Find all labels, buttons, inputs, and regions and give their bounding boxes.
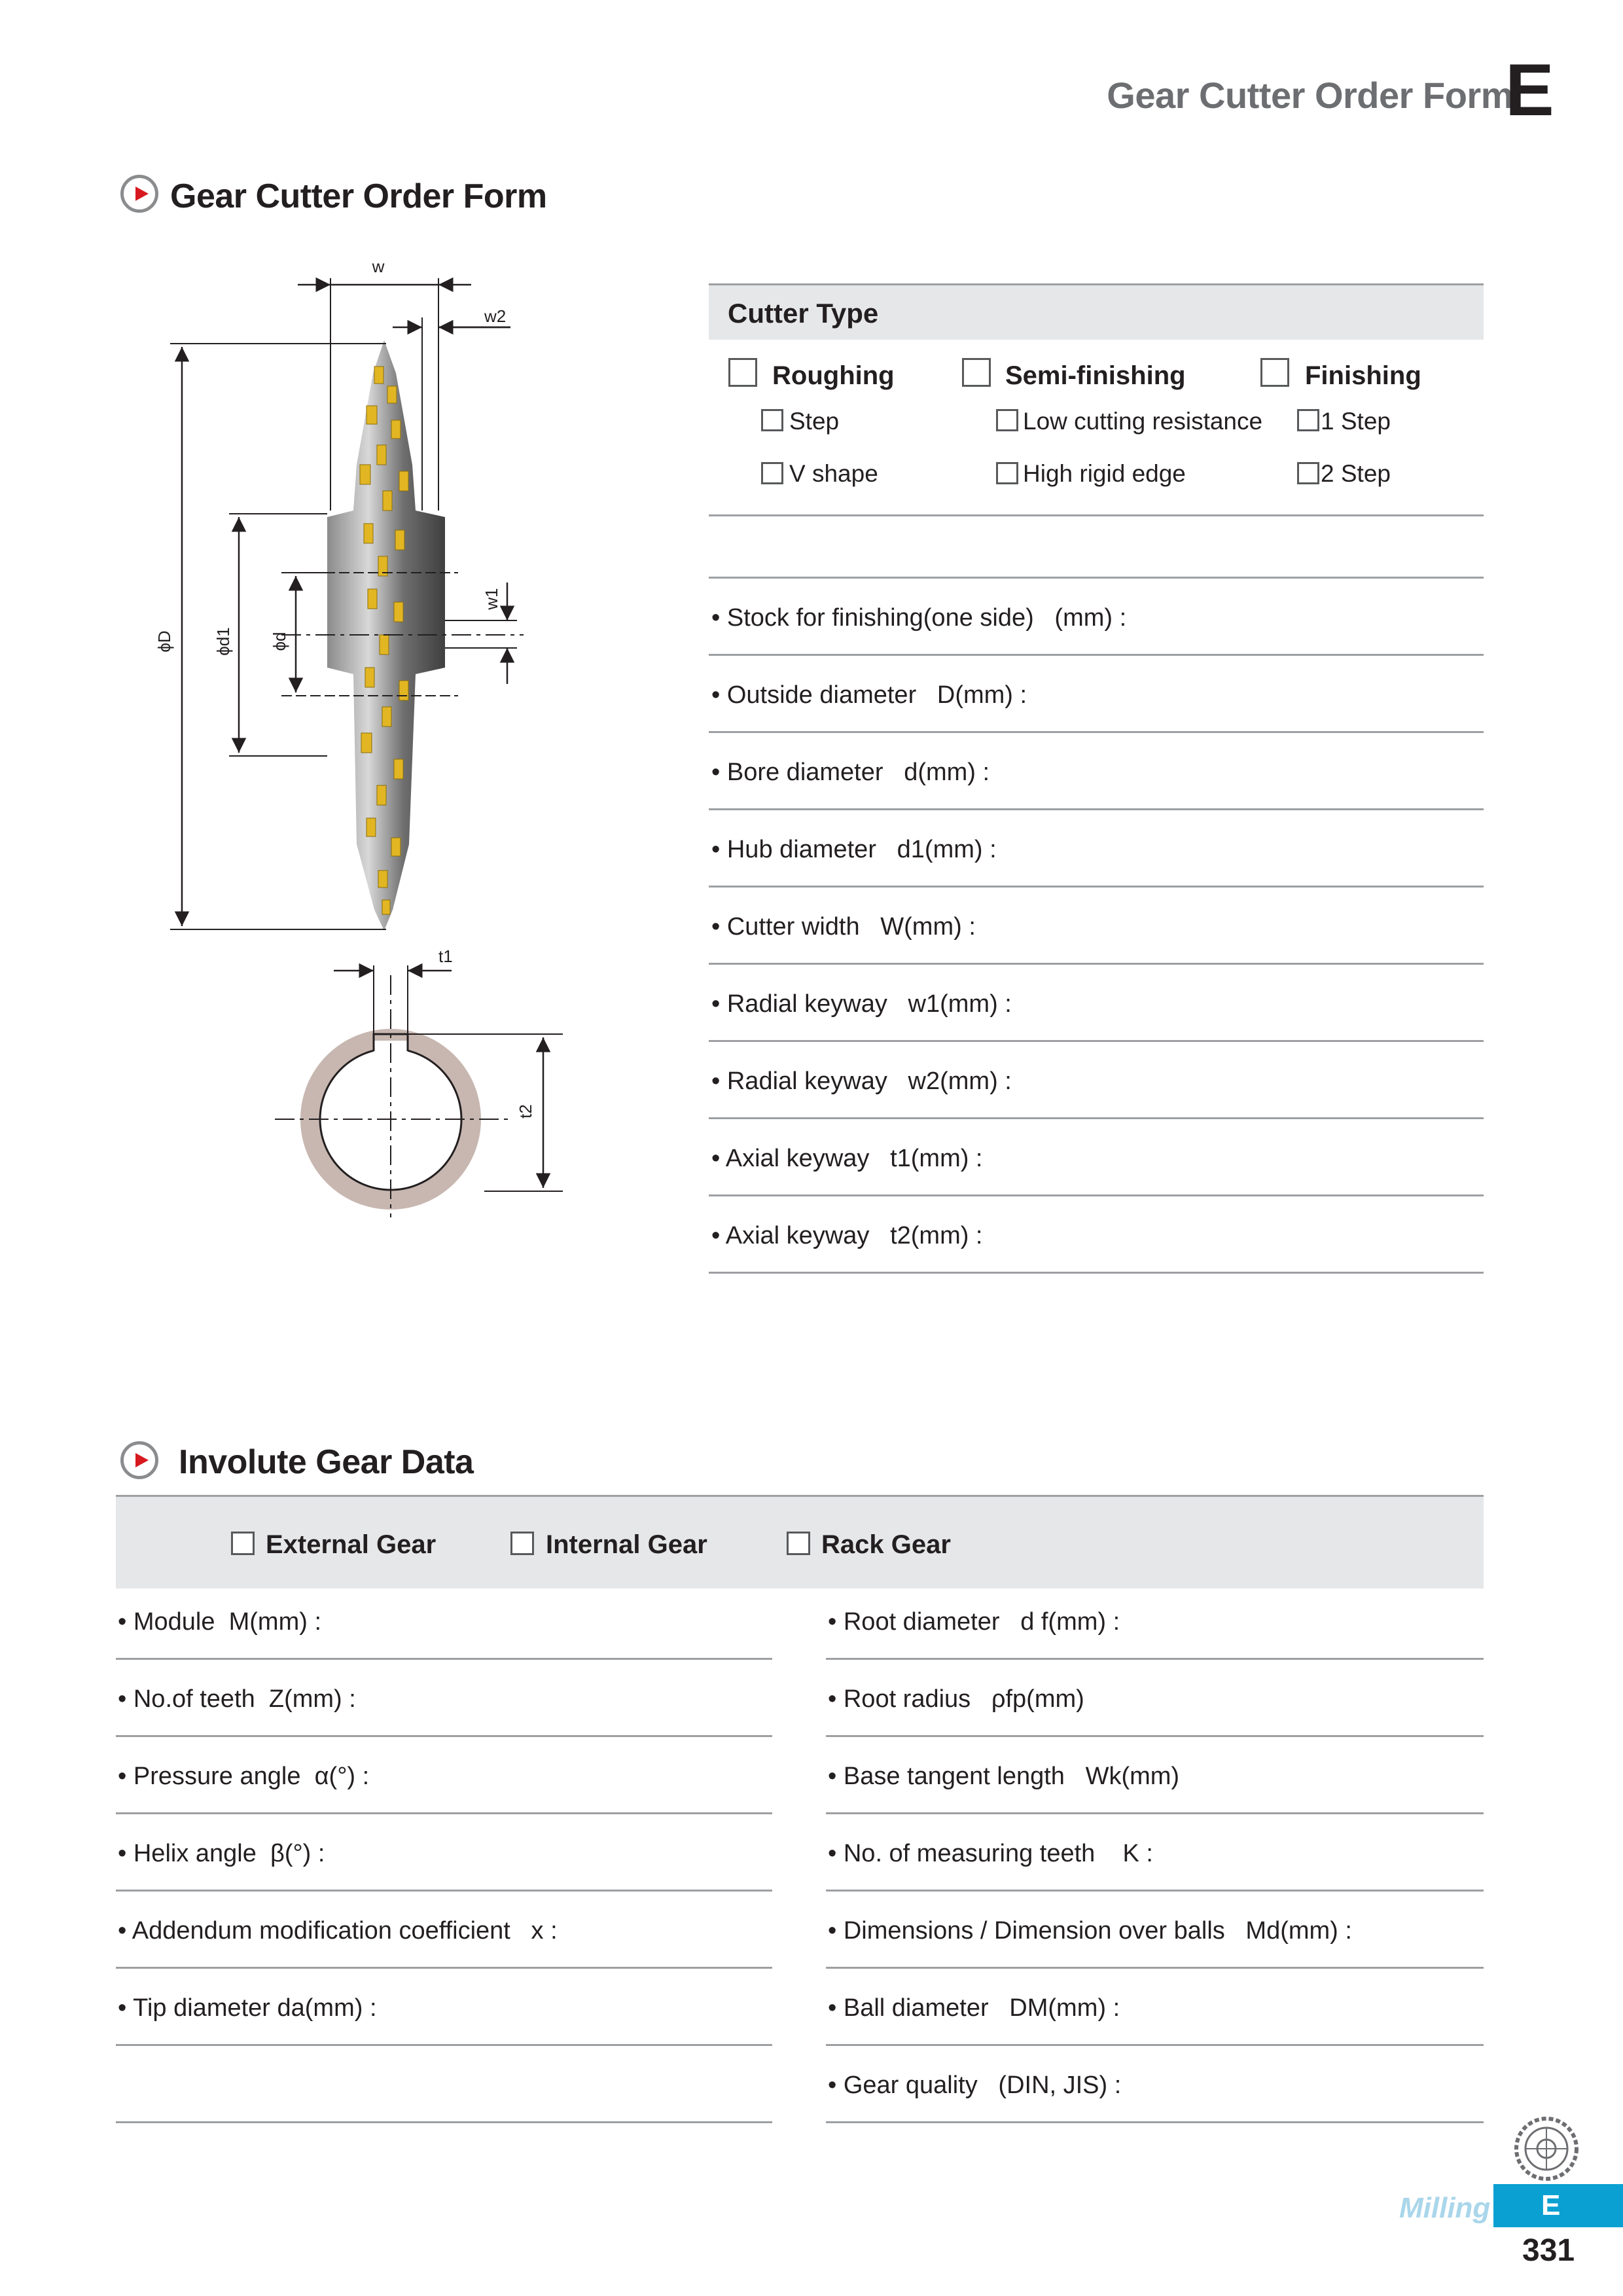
roughing-label: Roughing [772,361,895,390]
field-no-of-measuring-teeth[interactable]: • No. of measuring teeth K : [828,1840,1153,1867]
keyway-section-diagram [275,946,563,1217]
dim-label-phiD: ϕD [154,630,174,653]
field-rule [709,731,1484,733]
field-rule [116,1735,772,1737]
dim-label-phid1: ϕd1 [213,627,233,656]
dim-label-t2: t2 [516,1104,535,1119]
field-rule [709,654,1484,656]
field-addendum-modification[interactable]: • Addendum modification coefficient x : [118,1917,558,1945]
dim-label-phid: ϕd [270,632,289,651]
finishing-checkbox[interactable] [1260,358,1289,387]
field-root-radius[interactable]: • Root radius ρfp(mm) [828,1685,1084,1713]
running-header-title: Gear Cutter Order Form [1107,75,1513,116]
finishing-2step-checkbox[interactable] [1297,462,1319,484]
page-number: 331 [1522,2233,1575,2268]
low-cutting-resistance-checkbox[interactable] [996,409,1018,431]
footer-category: Milling [1399,2192,1491,2224]
field-rule [116,2044,772,2046]
field-rule [826,2121,1484,2123]
field-base-tangent-length[interactable]: • Base tangent length Wk(mm) [828,1763,1180,1790]
section-letter: E [1505,49,1554,131]
field-rule [116,1812,772,1814]
panel-rule [709,577,1484,579]
internal-gear-label: Internal Gear [546,1530,707,1559]
field-cutter-width[interactable]: • Cutter width W(mm) : [711,913,976,941]
field-rule [826,1658,1484,1660]
external-gear-label: External Gear [266,1530,437,1559]
high-rigid-edge-checkbox[interactable] [996,462,1018,484]
internal-gear-checkbox[interactable] [510,1532,534,1555]
low-cutting-resistance-label: Low cutting resistance [1023,408,1263,435]
roughing-checkbox[interactable] [728,358,757,387]
roughing-vshape-label: V shape [789,460,878,487]
rack-gear-checkbox[interactable] [787,1532,810,1555]
field-rule [826,1890,1484,1892]
field-ball-diameter[interactable]: • Ball diameter DM(mm) : [828,1994,1120,2022]
rack-gear-label: Rack Gear [821,1530,951,1559]
field-axial-keyway-t2[interactable]: • Axial keyway t2(mm) : [711,1222,983,1249]
field-root-diameter[interactable]: • Root diameter d f(mm) : [828,1608,1120,1636]
field-dimension-over-balls[interactable]: • Dimensions / Dimension over balls Md(mm) : [828,1917,1352,1945]
field-rule [709,886,1484,888]
field-radial-keyway-w2[interactable]: • Radial keyway w2(mm) : [711,1067,1012,1095]
play-bullet-icon [120,175,158,213]
high-rigid-edge-label: High rigid edge [1023,460,1186,487]
dim-label-w1: w1 [482,588,501,610]
field-rule [826,2044,1484,2046]
external-gear-checkbox[interactable] [231,1532,255,1555]
field-hub-diameter[interactable]: • Hub diameter d1(mm) : [711,836,997,863]
roughing-vshape-checkbox[interactable] [761,462,783,484]
field-stock-for-finishing[interactable]: • Stock for finishing(one side) (mm) : [711,604,1127,632]
play-bullet-icon [120,1441,158,1479]
field-radial-keyway-w1[interactable]: • Radial keyway w1(mm) : [711,990,1012,1018]
cutter-type-label: Cutter Type [728,298,879,329]
dim-label-t1: t1 [438,946,453,966]
dim-label-w2: w2 [484,306,507,326]
section-title-involute: Involute Gear Data [179,1443,474,1481]
field-rule [116,1658,772,1660]
section-title-cutter: Gear Cutter Order Form [170,177,547,215]
field-rule [709,808,1484,810]
field-gear-quality[interactable]: • Gear quality (DIN, JIS) : [828,2072,1122,2099]
field-pressure-angle[interactable]: • Pressure angle α(°) : [118,1763,370,1790]
field-rule [826,1812,1484,1814]
field-bore-diameter[interactable]: • Bore diameter d(mm) : [711,759,990,786]
field-helix-angle[interactable]: • Helix angle β(°) : [118,1840,325,1867]
finishing-1step-checkbox[interactable] [1297,409,1319,431]
milling-cutter-icon [1510,2113,1582,2185]
field-rule [709,1040,1484,1042]
finishing-1step-label: 1 Step [1321,408,1391,435]
semi-finishing-checkbox[interactable] [962,358,991,387]
field-rule [709,1117,1484,1119]
field-rule [116,1967,772,1969]
field-outside-diameter[interactable]: • Outside diameter D(mm) : [711,681,1027,709]
field-rule [116,2121,772,2123]
field-axial-keyway-t1[interactable]: • Axial keyway t1(mm) : [711,1145,983,1172]
field-rule [826,1735,1484,1737]
field-tip-diameter[interactable]: • Tip diameter da(mm) : [118,1994,377,2022]
field-rule [709,963,1484,965]
field-no-of-teeth[interactable]: • No.of teeth Z(mm) : [118,1685,356,1713]
semi-finishing-label: Semi-finishing [1005,361,1186,390]
panel-rule [709,514,1484,516]
field-rule [709,1272,1484,1274]
finishing-2step-label: 2 Step [1321,460,1391,487]
roughing-step-checkbox[interactable] [761,409,783,431]
footer-section-letter: E [1541,2189,1561,2221]
roughing-step-label: Step [789,408,840,435]
field-module[interactable]: • Module M(mm) : [118,1608,321,1636]
dim-label-w: w [372,257,385,276]
cutter-diagram [131,249,602,1224]
field-rule [709,1194,1484,1196]
field-rule [826,1967,1484,1969]
field-rule [116,1890,772,1892]
finishing-label: Finishing [1305,361,1421,390]
